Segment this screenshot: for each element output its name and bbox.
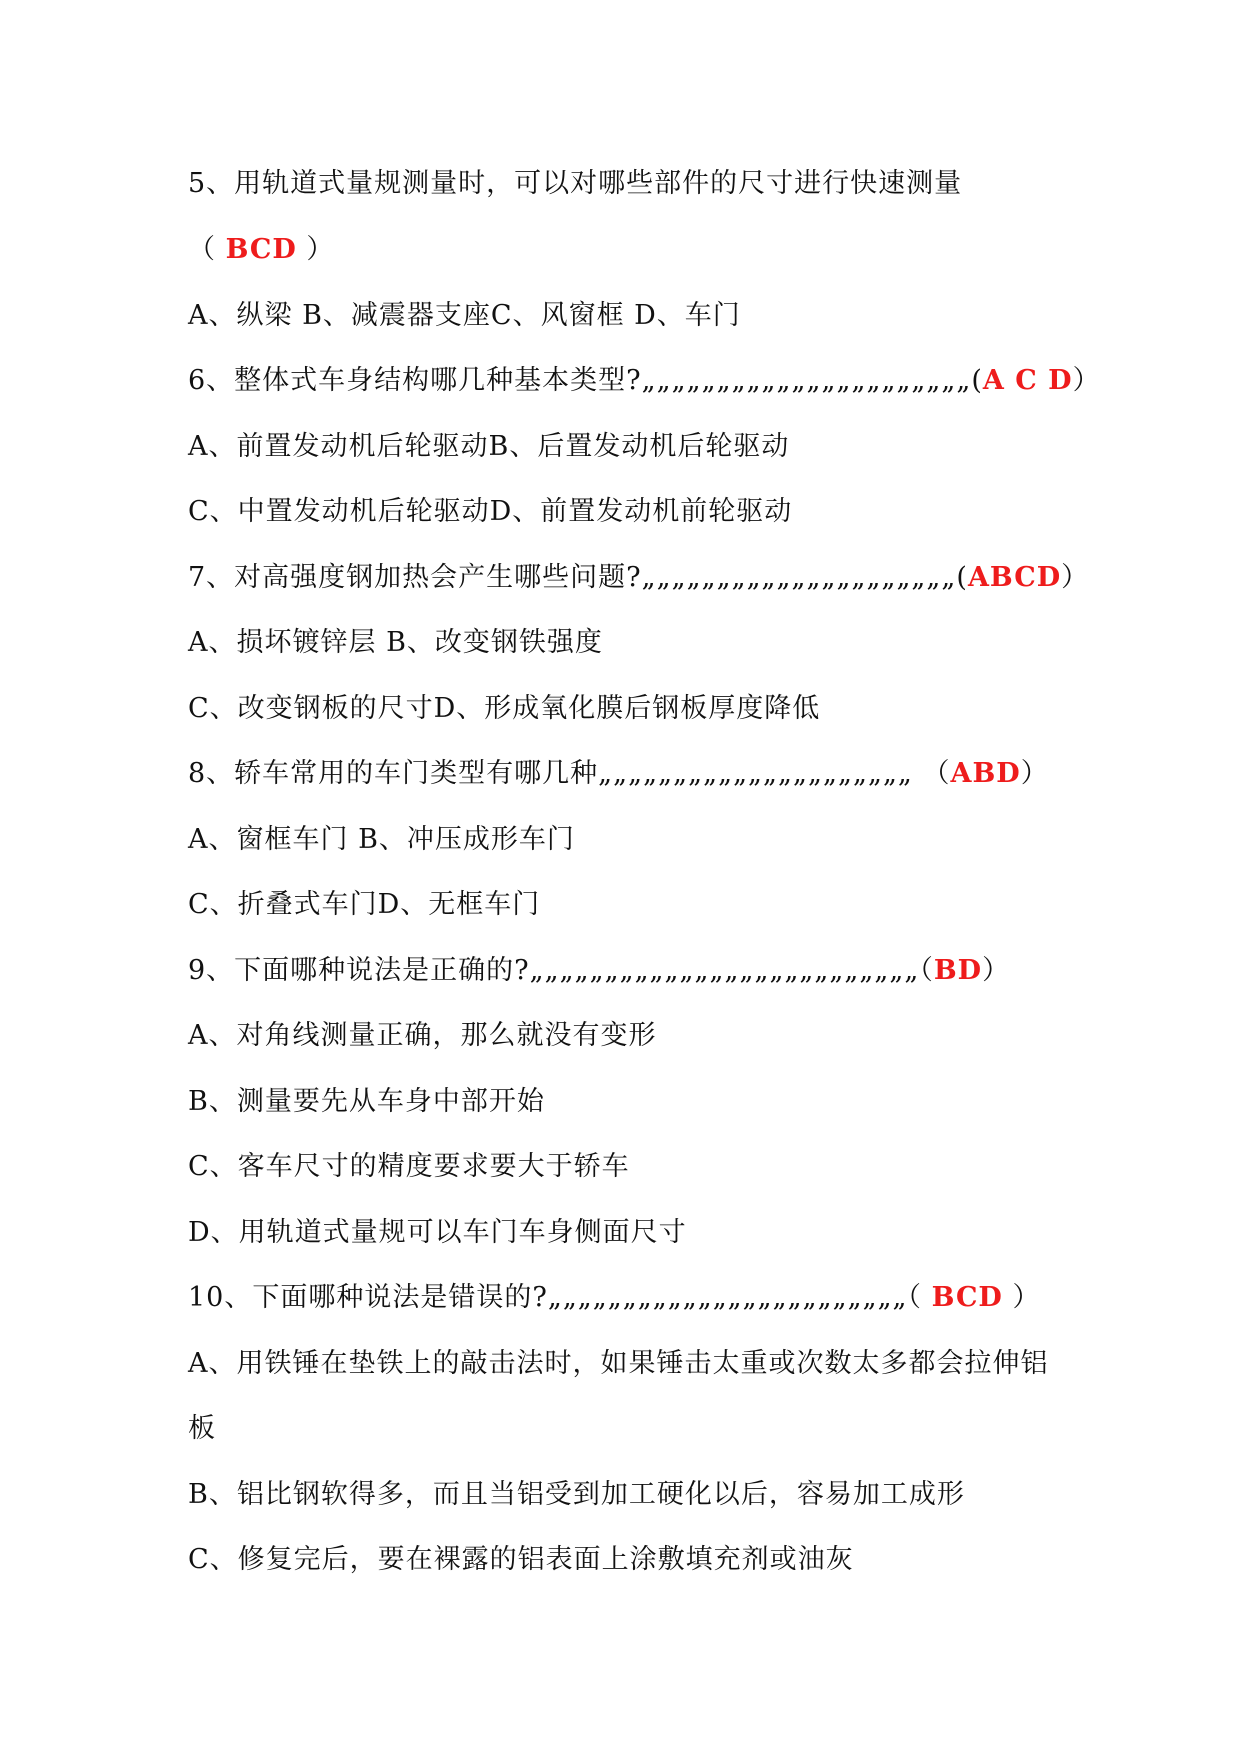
options-text: A、窗框车门 B、冲压成形车门 xyxy=(188,824,575,855)
options-text: C、中置发动机后轮驱动D、前置发动机前轮驱动 xyxy=(188,496,793,527)
question-text: 8、轿车常用的车门类型有哪几种„„„„„„„„„„„„„„„„„„„„„ （ xyxy=(188,758,951,789)
answer-key: ABCD xyxy=(967,562,1062,593)
options-text: C、折叠式车门D、无框车门 xyxy=(188,889,541,920)
question-9-option-c xyxy=(188,1150,630,1184)
question-10-option-b xyxy=(188,1478,965,1512)
question-10-option-a-line-1 xyxy=(188,1347,1049,1381)
question-9-option-d xyxy=(188,1216,687,1250)
question-8-options-2 xyxy=(188,888,540,922)
options-text: A、纵梁 B、减震器支座C、风窗框 D、车门 xyxy=(188,300,741,331)
question-7-stem xyxy=(188,561,1089,595)
question-7-options-2 xyxy=(188,692,820,726)
options-text: A、前置发动机后轮驱动B、后置发动机后轮驱动 xyxy=(188,431,790,462)
answer-key: A C D xyxy=(982,365,1073,396)
question-text: 7、对高强度钢加热会产生哪些问题?„„„„„„„„„„„„„„„„„„„„„( xyxy=(188,562,968,593)
options-text: A、损坏镀锌层 B、改变钢铁强度 xyxy=(188,627,603,658)
paren-open: （ xyxy=(188,234,226,265)
paren-close: ） xyxy=(296,234,335,265)
question-6-options-2 xyxy=(188,495,792,529)
question-7-options-1 xyxy=(188,626,603,660)
question-10-option-c xyxy=(188,1543,854,1577)
option-text: A、对角线测量正确，那么就没有变形 xyxy=(188,1020,657,1051)
paren-close: ） xyxy=(1061,562,1090,593)
option-text: 板 xyxy=(188,1413,216,1444)
question-5-stem xyxy=(188,167,962,201)
question-9-option-a xyxy=(188,1019,657,1053)
question-10-stem xyxy=(188,1281,1040,1315)
options-text: C、改变钢板的尺寸D、形成氧化膜后钢板厚度降低 xyxy=(188,693,821,724)
option-text: C、客车尺寸的精度要求要大于轿车 xyxy=(188,1151,630,1182)
question-9-option-b xyxy=(188,1085,545,1119)
paren-close: ） xyxy=(1072,365,1101,396)
question-8-stem xyxy=(188,757,1049,791)
paren-close: ） xyxy=(1002,1282,1041,1313)
option-text: A、用铁锤在垫铁上的敲击法时，如果锤击太重或次数太多都会拉伸铝 xyxy=(188,1348,1049,1379)
question-6-stem xyxy=(188,364,1101,398)
question-5-options xyxy=(188,299,741,333)
option-text: B、铝比钢软得多，而且当铝受到加工硬化以后，容易加工成形 xyxy=(188,1479,965,1510)
paren-close: ） xyxy=(1020,758,1049,789)
option-text: D、用轨道式量规可以车门车身侧面尺寸 xyxy=(188,1217,687,1248)
question-8-options-1 xyxy=(188,823,575,857)
question-text: 10、下面哪种说法是错误的?„„„„„„„„„„„„„„„„„„„„„„„„（ xyxy=(188,1282,932,1313)
paren-close: ） xyxy=(982,955,1011,986)
question-text: 5、用轨道式量规测量时，可以对哪些部件的尺寸进行快速测量 xyxy=(188,168,963,199)
question-text: 6、整体式车身结构哪几种基本类型?„„„„„„„„„„„„„„„„„„„„„„( xyxy=(188,365,983,396)
answer-key: BCD xyxy=(225,234,297,265)
option-text: C、修复完后，要在裸露的铝表面上涂敷填充剂或油灰 xyxy=(188,1544,854,1575)
question-6-options-1 xyxy=(188,430,789,464)
option-text: B、测量要先从车身中部开始 xyxy=(188,1086,545,1117)
answer-key: ABD xyxy=(950,758,1021,789)
answer-key: BD xyxy=(933,955,983,986)
question-5-answer-line xyxy=(188,233,334,267)
question-9-stem xyxy=(188,954,1010,988)
question-text: 9、下面哪种说法是正确的?„„„„„„„„„„„„„„„„„„„„„„„„„„（ xyxy=(188,955,934,986)
answer-key: BCD xyxy=(931,1282,1003,1313)
question-10-option-a-line-2 xyxy=(188,1412,216,1446)
